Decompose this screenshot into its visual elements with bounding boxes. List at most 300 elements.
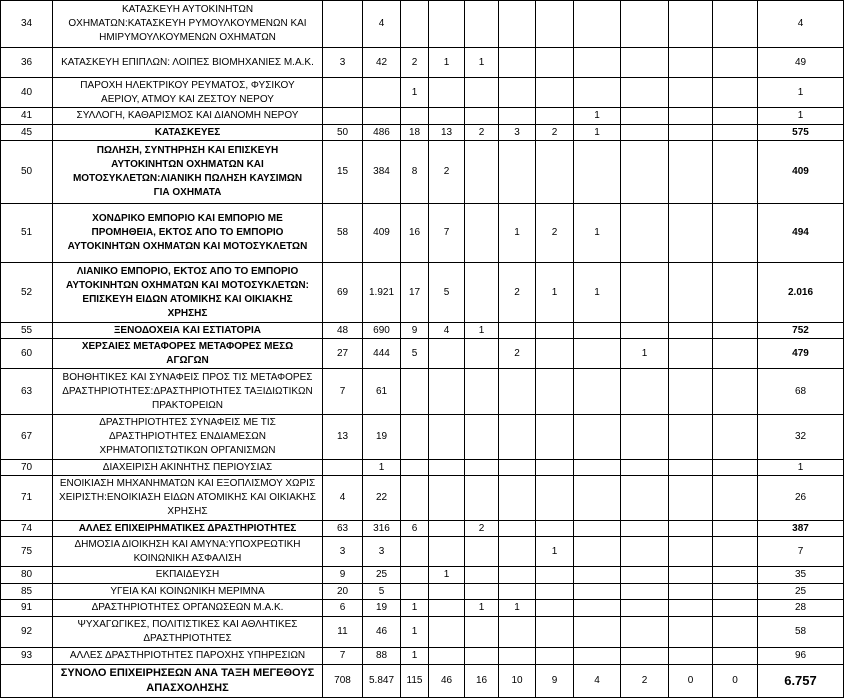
size-class-value xyxy=(574,600,621,617)
size-class-value xyxy=(713,415,758,460)
size-class-value xyxy=(323,78,363,108)
row-total: 1 xyxy=(758,108,844,125)
size-class-value xyxy=(574,537,621,567)
table-body xyxy=(1,1,844,698)
size-class-value: 11 xyxy=(323,617,363,648)
row-total: 25 xyxy=(758,584,844,600)
size-class-value xyxy=(429,339,465,369)
size-class-value xyxy=(363,78,401,108)
activity-description-line: ΚΑΤΑΣΚΕΥΗ ΕΠΙΠΛΩΝ: ΛΟΙΠΕΣ ΒΙΟΜΗΧΑΝΙΕΣ Μ.Α.Κ. xyxy=(61,56,314,68)
activity-description-line: ΑΕΡΙΟΥ, ΑΤΜΟΥ ΚΑΙ ΖΕΣΤΟΥ ΝΕΡΟΥ xyxy=(101,93,274,105)
size-class-value: 20 xyxy=(323,584,363,600)
activity-code: 75 xyxy=(1,537,53,567)
size-class-value: 6 xyxy=(401,521,429,537)
size-class-value xyxy=(536,48,574,78)
activity-description xyxy=(53,125,323,141)
size-class-value xyxy=(669,584,713,600)
size-class-value xyxy=(621,108,669,125)
table-row xyxy=(1,648,844,665)
row-total: 409 xyxy=(758,141,844,204)
size-class-value: 2 xyxy=(401,48,429,78)
activity-description xyxy=(53,369,323,415)
size-class-value xyxy=(465,141,499,204)
activity-description xyxy=(53,567,323,584)
size-class-value xyxy=(323,1,363,48)
row-total: 494 xyxy=(758,204,844,263)
size-class-value xyxy=(621,263,669,323)
row-total: 1 xyxy=(758,460,844,476)
size-class-value xyxy=(401,460,429,476)
size-class-value xyxy=(465,648,499,665)
activity-description xyxy=(53,648,323,665)
activity-code: 45 xyxy=(1,125,53,141)
row-total: 35 xyxy=(758,567,844,584)
size-class-value: 13 xyxy=(323,415,363,460)
size-class-value xyxy=(499,415,536,460)
size-class-value xyxy=(621,369,669,415)
table-row xyxy=(1,339,844,369)
size-class-value xyxy=(574,339,621,369)
size-class-value xyxy=(499,369,536,415)
size-class-value xyxy=(536,1,574,48)
summary-label-line: ΣΥΝΟΛΟ ΕΠΙΧΕΙΡΗΣΕΩΝ ΑΝΑ ΤΑΞΗ ΜΕΓΕΘΟΥΣ xyxy=(60,667,315,679)
activity-description-line: ΧΡΗΜΑΤΟΠΙΣΤΩΤΙΚΩΝ ΟΡΓΑΝΙΣΜΩΝ xyxy=(99,445,276,456)
row-total: 32 xyxy=(758,415,844,460)
size-class-value xyxy=(713,141,758,204)
size-class-value xyxy=(465,476,499,521)
size-class-value xyxy=(536,460,574,476)
size-class-value xyxy=(499,48,536,78)
size-class-value xyxy=(536,521,574,537)
table-row xyxy=(1,48,844,78)
size-class-value xyxy=(429,78,465,108)
size-class-value xyxy=(669,476,713,521)
size-class-value: 1 xyxy=(401,78,429,108)
size-class-value xyxy=(621,600,669,617)
size-class-value xyxy=(429,537,465,567)
size-class-value: 42 xyxy=(363,48,401,78)
size-class-value xyxy=(621,323,669,339)
activity-description-line: ΔΡΑΣΤΗΡΙΟΤΗΤΕΣ ΟΡΓΑΝΩΣΕΩΝ Μ.Α.Κ. xyxy=(91,602,284,613)
size-class-value: 1 xyxy=(429,567,465,584)
size-class-value xyxy=(574,648,621,665)
size-class-value xyxy=(499,323,536,339)
activity-description-line: ΑΓΩΓΩΝ xyxy=(166,354,209,366)
size-class-value xyxy=(621,567,669,584)
size-class-value xyxy=(669,567,713,584)
size-class-value: 2 xyxy=(499,339,536,369)
size-class-value xyxy=(401,584,429,600)
size-class-value xyxy=(669,48,713,78)
size-class-value xyxy=(401,415,429,460)
activity-description-line: ΚΑΤΑΣΚΕΥΕΣ xyxy=(154,126,221,138)
size-class-value xyxy=(465,339,499,369)
row-total: 7 xyxy=(758,537,844,567)
size-class-value: 444 xyxy=(363,339,401,369)
activity-code: 67 xyxy=(1,415,53,460)
size-class-value: 3 xyxy=(363,537,401,567)
size-class-value: 3 xyxy=(323,537,363,567)
size-class-value xyxy=(713,600,758,617)
size-class-value xyxy=(713,48,758,78)
activity-description xyxy=(53,537,323,567)
size-class-value: 7 xyxy=(323,369,363,415)
size-class-value: 1 xyxy=(499,600,536,617)
size-class-value xyxy=(574,521,621,537)
size-class-value: 46 xyxy=(429,665,465,698)
size-class-value xyxy=(465,1,499,48)
size-class-value xyxy=(401,567,429,584)
activity-code: 50 xyxy=(1,141,53,204)
size-class-value xyxy=(669,415,713,460)
size-class-value xyxy=(713,263,758,323)
size-class-value xyxy=(713,204,758,263)
table-row xyxy=(1,617,844,648)
size-class-value xyxy=(429,1,465,48)
size-class-value: 1 xyxy=(401,600,429,617)
size-class-value xyxy=(536,323,574,339)
size-class-value xyxy=(713,460,758,476)
size-class-value xyxy=(465,537,499,567)
size-class-value xyxy=(713,78,758,108)
size-class-value xyxy=(465,369,499,415)
size-class-value xyxy=(465,263,499,323)
size-class-value xyxy=(574,476,621,521)
activity-code: 40 xyxy=(1,78,53,108)
size-class-value: 1 xyxy=(574,108,621,125)
size-class-value xyxy=(621,48,669,78)
size-class-value xyxy=(429,584,465,600)
activity-description-line: ΟΧΗΜΑΤΩΝ:ΚΑΤΑΣΚΕΥΗ ΡΥΜΟΥΛΚΟΥΜΕΝΩΝ ΚΑΙ xyxy=(68,18,307,29)
table-row xyxy=(1,1,844,48)
size-class-value xyxy=(621,521,669,537)
size-class-value xyxy=(536,567,574,584)
size-class-value xyxy=(713,648,758,665)
size-class-value xyxy=(429,521,465,537)
size-class-value xyxy=(669,600,713,617)
size-class-value xyxy=(621,648,669,665)
row-total: 752 xyxy=(758,323,844,339)
size-class-value xyxy=(536,415,574,460)
size-class-value xyxy=(429,476,465,521)
size-class-value: 9 xyxy=(401,323,429,339)
size-class-value xyxy=(669,78,713,108)
size-class-value xyxy=(499,617,536,648)
size-class-value xyxy=(401,1,429,48)
activity-description-line: ΧΕΙΡΙΣΤΗ:ΕΝΟΙΚΙΑΣΗ ΕΙΔΩΝ ΑΤΟΜΙΚΗΣ ΚΑΙ ΟΙΚΙΑΚΗΣ xyxy=(59,492,316,503)
activity-code: 63 xyxy=(1,369,53,415)
size-class-value xyxy=(465,108,499,125)
size-class-value xyxy=(499,521,536,537)
activity-code: 34 xyxy=(1,1,53,48)
activity-description-line: ΒΟΗΘΗΤΙΚΕΣ ΚΑΙ ΣΥΝΑΦΕΙΣ ΠΡΟΣ ΤΙΣ ΜΕΤΑΦΟΡΕΣ xyxy=(62,371,313,383)
size-class-value xyxy=(429,617,465,648)
row-total: 26 xyxy=(758,476,844,521)
table-row xyxy=(1,460,844,476)
activity-description xyxy=(53,323,323,339)
size-class-value: 7 xyxy=(323,648,363,665)
table-row xyxy=(1,476,844,521)
row-total: 2.016 xyxy=(758,263,844,323)
size-class-value xyxy=(465,567,499,584)
size-class-value: 1 xyxy=(499,204,536,263)
size-class-value: 690 xyxy=(363,323,401,339)
size-class-value xyxy=(669,141,713,204)
activity-description xyxy=(53,141,323,204)
size-class-value xyxy=(713,617,758,648)
activity-description-line: ΜΟΤΟΣΥΚΛΕΤΩΝ:ΛΙΑΝΙΚΗ ΠΩΛΗΣΗ ΚΑΥΣΙΜΩΝ xyxy=(72,173,303,184)
size-class-value xyxy=(429,600,465,617)
size-class-value: 486 xyxy=(363,125,401,141)
size-class-value: 2 xyxy=(429,141,465,204)
size-class-value xyxy=(621,617,669,648)
activity-description-line: ΕΝΟΙΚΙΑΣΗ ΜΗΧΑΝΗΜΑΤΩΝ ΚΑΙ ΕΞΟΠΛΙΣΜΟΥ ΧΩΡΙΣ xyxy=(59,478,316,489)
size-class-value xyxy=(574,369,621,415)
size-class-value xyxy=(401,108,429,125)
size-class-value xyxy=(429,415,465,460)
activity-description-line: ΠΑΡΟΧΗ ΗΛΕΚΤΡΙΚΟΥ ΡΕΥΜΑΤΟΣ, ΦΥΣΙΚΟΥ xyxy=(80,79,295,91)
size-class-value: 1 xyxy=(401,617,429,648)
size-class-value: 16 xyxy=(401,204,429,263)
size-class-value xyxy=(536,369,574,415)
row-total: 58 xyxy=(758,617,844,648)
size-class-value: 9 xyxy=(323,567,363,584)
row-total: 479 xyxy=(758,339,844,369)
size-class-value xyxy=(669,369,713,415)
size-class-value xyxy=(401,537,429,567)
size-class-value: 19 xyxy=(363,415,401,460)
size-class-value: 2 xyxy=(621,665,669,698)
size-class-value xyxy=(669,617,713,648)
size-class-value: 1 xyxy=(465,600,499,617)
size-class-value xyxy=(499,460,536,476)
size-class-value: 69 xyxy=(323,263,363,323)
table-row xyxy=(1,521,844,537)
activity-description-line: ΠΡΑΚΤΟΡΕΙΩΝ xyxy=(151,399,223,411)
activity-description xyxy=(53,415,323,460)
size-class-value xyxy=(499,584,536,600)
size-class-value xyxy=(574,48,621,78)
size-class-value: 316 xyxy=(363,521,401,537)
size-class-value xyxy=(499,648,536,665)
size-class-value xyxy=(669,108,713,125)
activity-description-line: ΔΡΑΣΤΗΡΙΟΤΗΤΕΣ ΕΝΔΙΑΜΕΣΩΝ xyxy=(109,431,266,442)
size-class-value xyxy=(536,339,574,369)
row-total: 1 xyxy=(758,78,844,108)
size-class-value: 115 xyxy=(401,665,429,698)
size-class-value xyxy=(669,648,713,665)
activity-code: 51 xyxy=(1,204,53,263)
size-class-value xyxy=(574,141,621,204)
size-class-value: 48 xyxy=(323,323,363,339)
table-row xyxy=(1,263,844,323)
activity-code: 74 xyxy=(1,521,53,537)
activity-description-line: ΔΗΜΟΣΙΑ ΔΙΟΙΚΗΣΗ ΚΑΙ ΑΜΥΝΑ:ΥΠΟΧΡΕΩΤΙΚΗ xyxy=(74,538,301,550)
size-class-value xyxy=(713,537,758,567)
activity-description xyxy=(53,521,323,537)
table-row xyxy=(1,415,844,460)
table-row xyxy=(1,204,844,263)
activity-description-line: ΔΡΑΣΤΗΡΙΟΤΗΤΕΣ:ΔΡΑΣΤΗΡΙΟΤΗΤΕΣ ΤΑΞΙΔΙΩΤΙΚΩΝ xyxy=(62,385,313,397)
size-class-value: 46 xyxy=(363,617,401,648)
row-total: 28 xyxy=(758,600,844,617)
size-class-value xyxy=(401,369,429,415)
table-row xyxy=(1,141,844,204)
activity-description-line: ΑΥΤΟΚΙΝΗΤΩΝ ΟΧΗΜΑΤΩΝ ΚΑΙ ΜΟΤΟΣΥΚΛΕΤΩΝ xyxy=(67,241,308,252)
row-total: 96 xyxy=(758,648,844,665)
size-class-value xyxy=(669,537,713,567)
size-class-value xyxy=(621,1,669,48)
activity-description xyxy=(53,584,323,600)
activity-code: 91 xyxy=(1,600,53,617)
size-class-value: 2 xyxy=(536,204,574,263)
activity-code: 70 xyxy=(1,460,53,476)
size-class-value: 19 xyxy=(363,600,401,617)
size-class-value xyxy=(621,204,669,263)
row-total: 4 xyxy=(758,1,844,48)
table-row xyxy=(1,125,844,141)
size-class-value xyxy=(429,108,465,125)
activity-description-line: ΣΥΛΛΟΓΗ, ΚΑΘΑΡΙΣΜΟΣ ΚΑΙ ΔΙΑΝΟΜΗ ΝΕΡΟΥ xyxy=(76,110,299,121)
activity-description xyxy=(53,460,323,476)
size-class-value xyxy=(621,125,669,141)
size-class-value xyxy=(669,460,713,476)
activity-code: 52 xyxy=(1,263,53,323)
size-class-value xyxy=(574,415,621,460)
size-class-value xyxy=(574,567,621,584)
table-row xyxy=(1,537,844,567)
activity-code: 41 xyxy=(1,108,53,125)
activity-description-line: ΔΡΑΣΤΗΡΙΟΤΗΤΕΣ xyxy=(143,633,232,644)
size-class-value xyxy=(621,476,669,521)
size-class-value: 1 xyxy=(465,48,499,78)
size-class-value: 1 xyxy=(574,125,621,141)
activity-description-line: ΠΡΟΜΗΘΕΙΑ, ΕΚΤΟΣ ΑΠΟ ΤΟ ΕΜΠΟΡΙΟ xyxy=(91,227,284,238)
table-row xyxy=(1,567,844,584)
size-class-value xyxy=(499,476,536,521)
size-class-value: 61 xyxy=(363,369,401,415)
activity-code: 55 xyxy=(1,323,53,339)
size-class-value: 27 xyxy=(323,339,363,369)
size-class-value: 1 xyxy=(465,323,499,339)
size-class-value xyxy=(621,415,669,460)
size-class-value xyxy=(713,584,758,600)
size-class-value: 63 xyxy=(323,521,363,537)
activity-description xyxy=(53,108,323,125)
size-class-value xyxy=(669,339,713,369)
size-class-value xyxy=(499,78,536,108)
activity-description-line: ΕΠΙΣΚΕΥΗ ΕΙΔΩΝ ΑΤΟΜΙΚΗΣ ΚΑΙ ΟΙΚΙΑΚΗΣ xyxy=(82,293,293,305)
size-class-value: 2 xyxy=(499,263,536,323)
table-row xyxy=(1,369,844,415)
size-class-value xyxy=(499,108,536,125)
size-class-value xyxy=(465,415,499,460)
size-class-value: 5 xyxy=(363,584,401,600)
size-class-value xyxy=(713,339,758,369)
size-class-value: 4 xyxy=(323,476,363,521)
size-class-value xyxy=(465,78,499,108)
size-class-value xyxy=(713,323,758,339)
size-class-value xyxy=(536,617,574,648)
activity-description-line: ΧΡΗΣΗΣ xyxy=(167,307,208,319)
size-class-value xyxy=(669,323,713,339)
size-class-value: 8 xyxy=(401,141,429,204)
activity-description-line: ΨΥΧΑΓΩΓΙΚΕΣ, ΠΟΛΙΤΙΣΤΙΚΕΣ ΚΑΙ ΑΘΛΗΤΙΚΕΣ xyxy=(77,619,298,630)
size-class-value xyxy=(574,617,621,648)
size-class-value: 1 xyxy=(536,537,574,567)
activity-description-line: ΔΙΑΧΕΙΡΙΣΗ ΑΚΙΝΗΤΗΣ ΠΕΡΙΟΥΣΙΑΣ xyxy=(102,461,273,473)
size-class-value: 58 xyxy=(323,204,363,263)
size-class-value xyxy=(499,567,536,584)
size-class-value xyxy=(621,584,669,600)
size-class-value xyxy=(429,369,465,415)
activity-description xyxy=(53,339,323,369)
activity-code: 71 xyxy=(1,476,53,521)
size-class-value: 384 xyxy=(363,141,401,204)
size-class-value: 15 xyxy=(323,141,363,204)
size-class-value: 708 xyxy=(323,665,363,698)
size-class-value xyxy=(621,141,669,204)
size-class-value xyxy=(536,648,574,665)
activity-description xyxy=(53,263,323,323)
size-class-value xyxy=(323,108,363,125)
summary-label-line: ΑΠΑΣΧΟΛΗΣΗΣ xyxy=(146,682,229,694)
size-class-value: 0 xyxy=(713,665,758,698)
size-class-value xyxy=(621,460,669,476)
summary-row xyxy=(1,665,844,698)
activity-description-line: ΞΕΝΟΔΟΧΕΙΑ ΚΑΙ ΕΣΤΙΑΤΟΡΙΑ xyxy=(114,324,261,336)
size-class-value xyxy=(574,584,621,600)
size-class-value: 4 xyxy=(429,323,465,339)
activity-description-line: ΗΜΙΡΥΜΟΥΛΚΟΥΜΕΝΩΝ ΟΧΗΜΑΤΩΝ xyxy=(99,32,276,43)
size-class-value: 2 xyxy=(465,125,499,141)
size-class-value: 16 xyxy=(465,665,499,698)
activity-description xyxy=(53,78,323,108)
size-class-value xyxy=(536,141,574,204)
activity-description xyxy=(53,1,323,48)
size-class-value xyxy=(323,460,363,476)
size-class-value xyxy=(574,78,621,108)
summary-label xyxy=(53,665,323,698)
size-class-value: 1 xyxy=(363,460,401,476)
size-class-value: 1 xyxy=(574,204,621,263)
activity-description-line: ΑΥΤΟΚΙΝΗΤΩΝ ΟΧΗΜΑΤΩΝ ΚΑΙ ΜΟΤΟΣΥΚΛΕΤΩΝ: xyxy=(66,279,309,291)
size-class-value xyxy=(713,125,758,141)
size-class-value: 13 xyxy=(429,125,465,141)
activity-description-line: ΔΡΑΣΤΗΡΙΟΤΗΤΕΣ ΣΥΝΑΦΕΙΣ ΜΕ ΤΙΣ xyxy=(99,417,276,428)
size-class-value xyxy=(713,521,758,537)
size-class-value xyxy=(669,1,713,48)
table-row xyxy=(1,600,844,617)
table-row xyxy=(1,108,844,125)
activity-description-line: ΑΛΛΕΣ ΕΠΙΧΕΙΡΗΜΑΤΙΚΕΣ ΔΡΑΣΤΗΡΙΟΤΗΤΕΣ xyxy=(78,522,297,534)
size-class-value xyxy=(713,369,758,415)
size-class-value: 0 xyxy=(669,665,713,698)
activity-description-line: ΠΩΛΗΣΗ, ΣΥΝΤΗΡΗΣΗ ΚΑΙ ΕΠΙΣΚΕΥΗ xyxy=(96,145,279,156)
activity-code: 92 xyxy=(1,617,53,648)
size-class-value xyxy=(429,460,465,476)
size-class-value: 1 xyxy=(536,263,574,323)
size-class-value xyxy=(574,1,621,48)
summary-code-cell xyxy=(1,665,53,698)
size-class-value xyxy=(536,476,574,521)
size-class-value xyxy=(465,584,499,600)
size-class-value: 3 xyxy=(499,125,536,141)
grand-total: 6.757 xyxy=(758,665,844,698)
size-class-value: 4 xyxy=(363,1,401,48)
size-class-value: 50 xyxy=(323,125,363,141)
activity-code: 60 xyxy=(1,339,53,369)
